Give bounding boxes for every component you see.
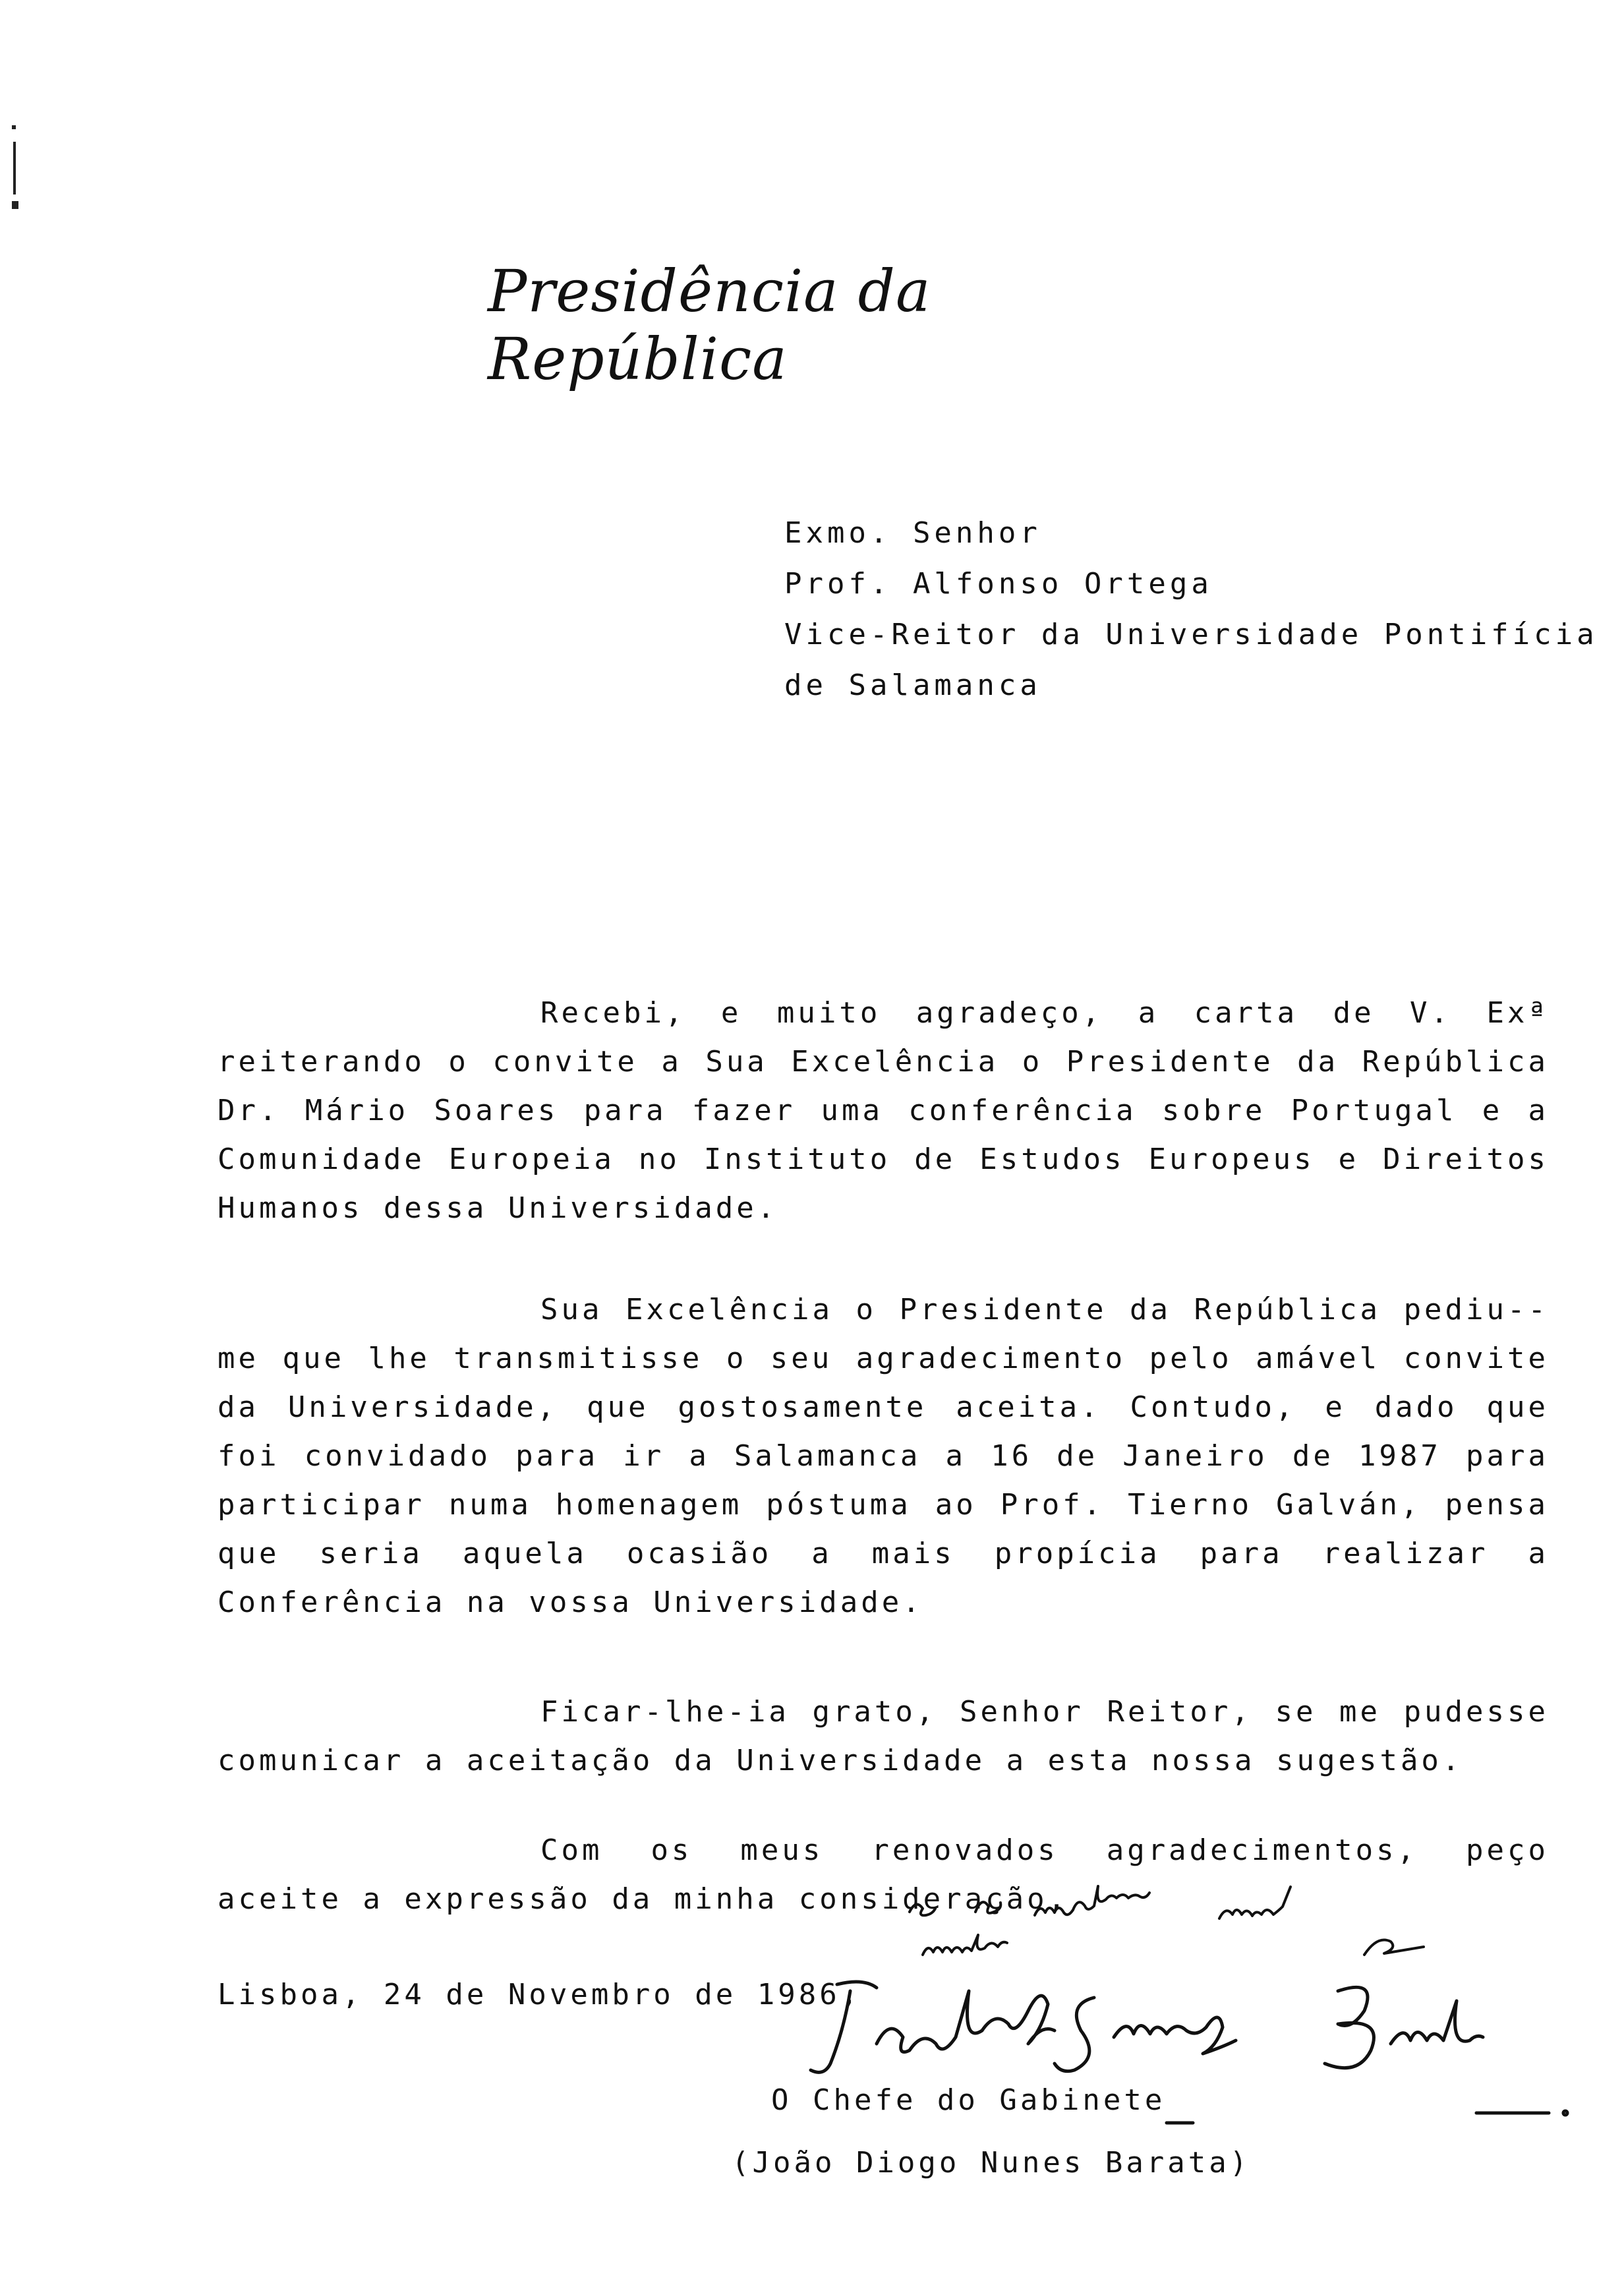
addressee-line: Vice-Reitor da Universidade Pontifícia bbox=[784, 618, 1598, 651]
margin-mark bbox=[13, 142, 16, 194]
addressee-line: de Salamanca bbox=[784, 669, 1041, 702]
addressee-line: Prof. Alfonso Ortega bbox=[784, 567, 1213, 601]
body-paragraph: Recebi, e muito agradeço, a carta de V. Exª reiterando o convite a Sua Excelência o Presidente da República Dr. Mário Soares para fazer uma conferência sobre Portugal e a Comunidade Europeia no Instituto de Estudos Europeus e Direitos Humanos dessa Universidade. bbox=[218, 996, 1549, 1225]
body-paragraph: Com os meus renovados agradecimentos, peço aceite a expressão da minha consideração, bbox=[218, 1833, 1549, 1916]
signatory-title: O Chefe do Gabinete bbox=[771, 2083, 1166, 2117]
letterhead: Presidência da República bbox=[488, 257, 931, 393]
handwritten-note bbox=[903, 1872, 1562, 1984]
body-paragraph: Sua Excelência o Presidente da República pediu--me que lhe transmitisse o seu agradecimento pelo amável convite da Universidade, que gostosamente aceita. Contudo, e dado que foi convidado para ir a Salamanca a 16 de Janeiro de 1987 para participar numa homenagem póstuma ao Prof. Tierno Galván, pensa que seria aquela ocasião a mais propícia para realizar a Conferência na vossa Universidade. bbox=[218, 1293, 1549, 1619]
margin-mark bbox=[12, 201, 18, 209]
signatory-name: (João Diogo Nunes Barata) bbox=[732, 2146, 1251, 2180]
body-paragraph: Ficar-lhe-ia grato, Senhor Reitor, se me pudesse comunicar a aceitação da Universidade a esta nossa sugestão. bbox=[218, 1695, 1549, 1777]
addressee-line: Exmo. Senhor bbox=[784, 516, 1041, 550]
addressee-block bbox=[784, 508, 1598, 711]
margin-mark bbox=[12, 125, 16, 129]
date-line: Lisboa, 24 de Novembro de 1986, bbox=[218, 1978, 861, 2011]
